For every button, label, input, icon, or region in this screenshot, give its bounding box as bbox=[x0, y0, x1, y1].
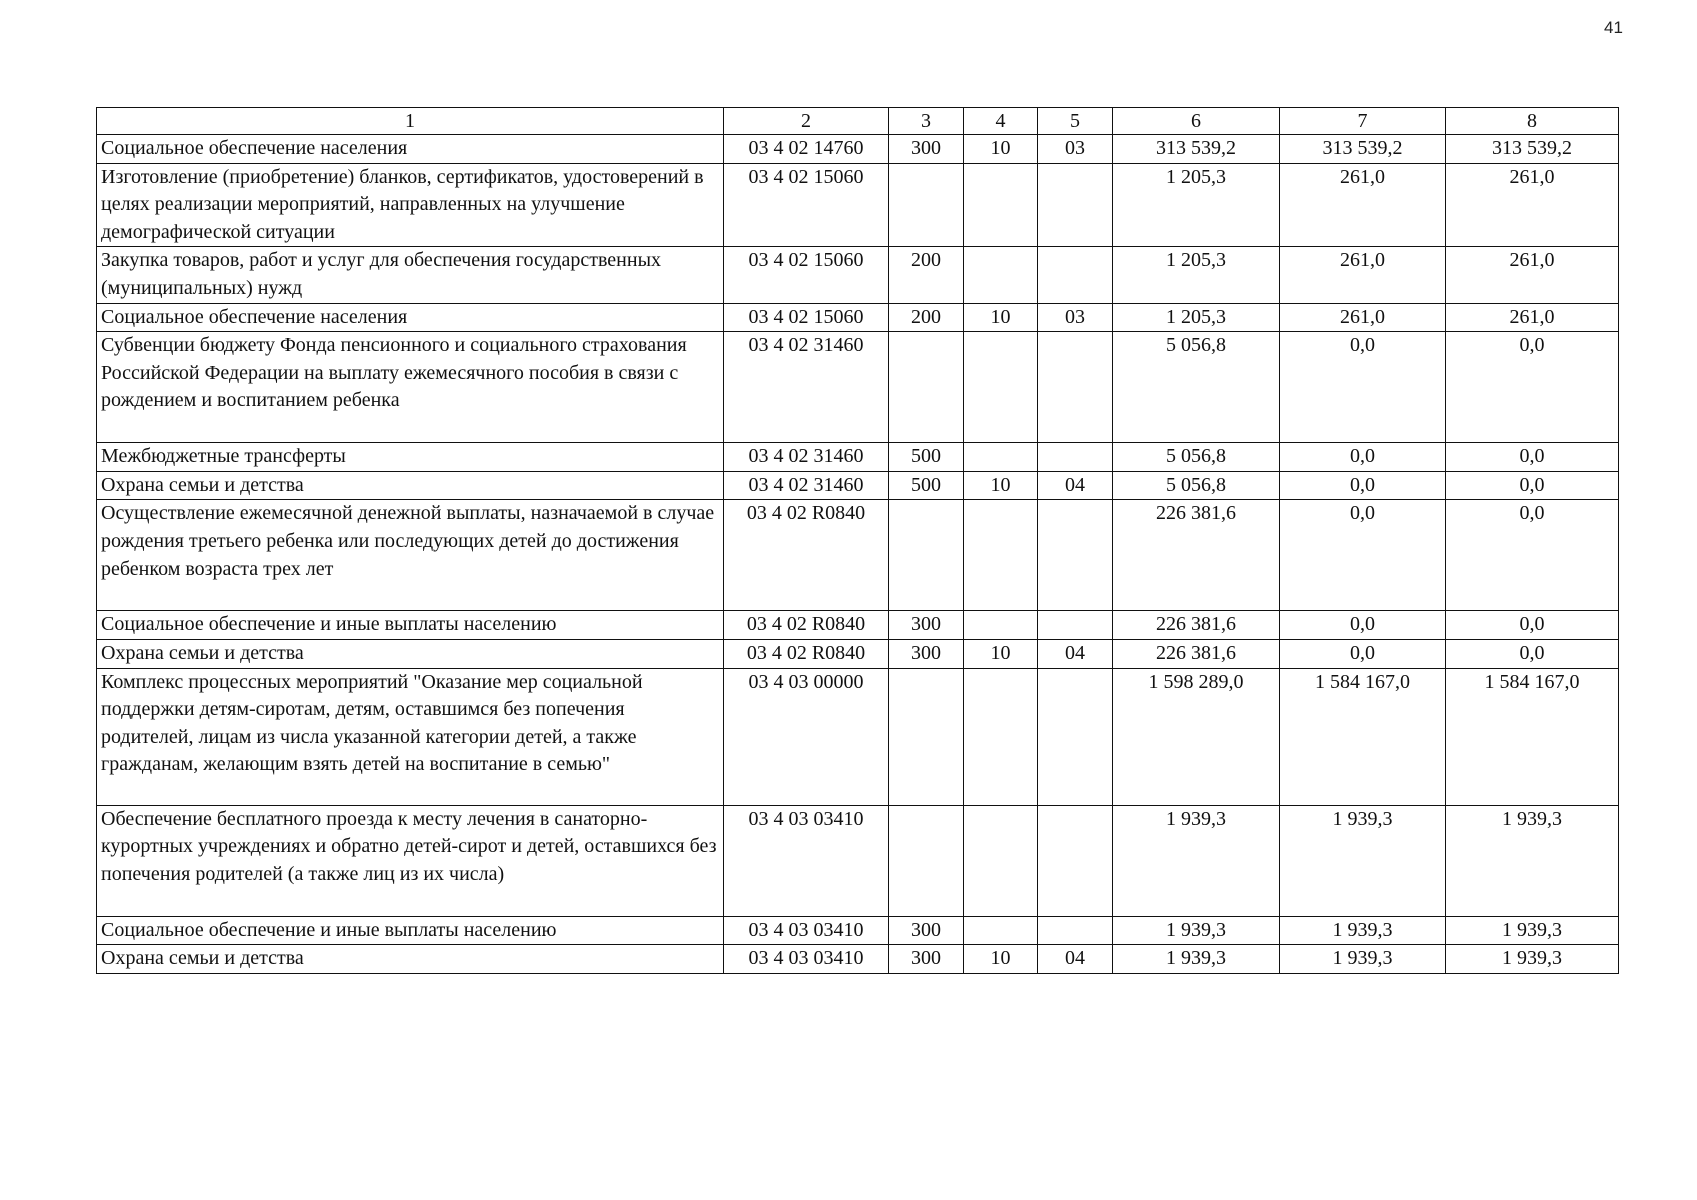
table-row bbox=[97, 916, 1619, 945]
item-name: Изготовление (приобретение) бланков, сертификатов, удостоверений в целях реализации мероприятий, направленных на улучшение демографической ситуации bbox=[97, 163, 724, 247]
amount-col-8: 0,0 bbox=[1446, 332, 1619, 443]
subsection-code bbox=[1038, 805, 1113, 916]
table-row bbox=[97, 500, 1619, 611]
expense-type-code bbox=[889, 500, 964, 611]
amount-col-7: 0,0 bbox=[1280, 471, 1446, 500]
amount-col-6: 226 381,6 bbox=[1113, 500, 1280, 611]
table-row bbox=[97, 135, 1619, 164]
table-row bbox=[97, 163, 1619, 247]
expense-type-code: 500 bbox=[889, 443, 964, 472]
item-name: Охрана семьи и детства bbox=[97, 639, 724, 668]
expense-type-code: 500 bbox=[889, 471, 964, 500]
item-name: Социальное обеспечение и иные выплаты населению bbox=[97, 611, 724, 640]
amount-col-7: 261,0 bbox=[1280, 163, 1446, 247]
amount-col-8: 1 939,3 bbox=[1446, 805, 1619, 916]
amount-col-6: 1 598 289,0 bbox=[1113, 668, 1280, 805]
target-article-code: 03 4 02 R0840 bbox=[724, 639, 889, 668]
target-article-code: 03 4 02 15060 bbox=[724, 163, 889, 247]
column-header: 8 bbox=[1446, 108, 1619, 135]
amount-col-6: 5 056,8 bbox=[1113, 471, 1280, 500]
column-header: 1 bbox=[97, 108, 724, 135]
amount-col-8: 0,0 bbox=[1446, 500, 1619, 611]
amount-col-6: 1 205,3 bbox=[1113, 247, 1280, 303]
section-code bbox=[964, 247, 1038, 303]
expense-type-code bbox=[889, 163, 964, 247]
amount-col-7: 1 939,3 bbox=[1280, 945, 1446, 974]
target-article-code: 03 4 02 31460 bbox=[724, 471, 889, 500]
amount-col-6: 1 205,3 bbox=[1113, 163, 1280, 247]
table-row bbox=[97, 332, 1619, 443]
target-article-code: 03 4 02 15060 bbox=[724, 247, 889, 303]
column-header: 4 bbox=[964, 108, 1038, 135]
section-code bbox=[964, 500, 1038, 611]
subsection-code bbox=[1038, 247, 1113, 303]
amount-col-7: 0,0 bbox=[1280, 500, 1446, 611]
expense-type-code: 200 bbox=[889, 247, 964, 303]
item-name: Субвенции бюджету Фонда пенсионного и социального страхования Российской Федерации на выплату ежемесячного пособия в связи с рождением и воспитанием ребенка bbox=[97, 332, 724, 443]
subsection-code: 03 bbox=[1038, 135, 1113, 164]
target-article-code: 03 4 02 14760 bbox=[724, 135, 889, 164]
item-name: Осуществление ежемесячной денежной выплаты, назначаемой в случае рождения третьего ребенка или последующих детей до достижения ребенком возраста трех лет bbox=[97, 500, 724, 611]
target-article-code: 03 4 03 03410 bbox=[724, 945, 889, 974]
amount-col-7: 0,0 bbox=[1280, 639, 1446, 668]
table-row bbox=[97, 247, 1619, 303]
amount-col-6: 1 205,3 bbox=[1113, 303, 1280, 332]
item-name: Охрана семьи и детства bbox=[97, 945, 724, 974]
target-article-code: 03 4 03 03410 bbox=[724, 916, 889, 945]
header-row bbox=[97, 108, 1619, 135]
table-row bbox=[97, 945, 1619, 974]
column-header: 2 bbox=[724, 108, 889, 135]
section-code bbox=[964, 611, 1038, 640]
subsection-code bbox=[1038, 500, 1113, 611]
item-name: Охрана семьи и детства bbox=[97, 471, 724, 500]
amount-col-7: 261,0 bbox=[1280, 247, 1446, 303]
subsection-code bbox=[1038, 668, 1113, 805]
item-name: Социальное обеспечение и иные выплаты населению bbox=[97, 916, 724, 945]
expense-type-code: 300 bbox=[889, 639, 964, 668]
section-code: 10 bbox=[964, 639, 1038, 668]
section-code bbox=[964, 805, 1038, 916]
amount-col-8: 0,0 bbox=[1446, 443, 1619, 472]
subsection-code: 04 bbox=[1038, 471, 1113, 500]
item-name: Закупка товаров, работ и услуг для обеспечения государственных (муниципальных) нужд bbox=[97, 247, 724, 303]
subsection-code: 04 bbox=[1038, 639, 1113, 668]
amount-col-7: 313 539,2 bbox=[1280, 135, 1446, 164]
table-row bbox=[97, 611, 1619, 640]
table-row bbox=[97, 805, 1619, 916]
section-code: 10 bbox=[964, 471, 1038, 500]
amount-col-6: 5 056,8 bbox=[1113, 332, 1280, 443]
section-code bbox=[964, 668, 1038, 805]
amount-col-6: 313 539,2 bbox=[1113, 135, 1280, 164]
amount-col-6: 1 939,3 bbox=[1113, 916, 1280, 945]
column-header: 6 bbox=[1113, 108, 1280, 135]
target-article-code: 03 4 02 31460 bbox=[724, 332, 889, 443]
amount-col-8: 0,0 bbox=[1446, 471, 1619, 500]
amount-col-8: 313 539,2 bbox=[1446, 135, 1619, 164]
subsection-code bbox=[1038, 916, 1113, 945]
target-article-code: 03 4 02 R0840 bbox=[724, 500, 889, 611]
amount-col-7: 0,0 bbox=[1280, 332, 1446, 443]
section-code bbox=[964, 916, 1038, 945]
subsection-code bbox=[1038, 332, 1113, 443]
expense-type-code: 300 bbox=[889, 611, 964, 640]
amount-col-8: 0,0 bbox=[1446, 611, 1619, 640]
table-row bbox=[97, 471, 1619, 500]
target-article-code: 03 4 02 15060 bbox=[724, 303, 889, 332]
amount-col-6: 1 939,3 bbox=[1113, 805, 1280, 916]
amount-col-6: 5 056,8 bbox=[1113, 443, 1280, 472]
column-header: 7 bbox=[1280, 108, 1446, 135]
amount-col-8: 0,0 bbox=[1446, 639, 1619, 668]
amount-col-8: 261,0 bbox=[1446, 163, 1619, 247]
amount-col-7: 261,0 bbox=[1280, 303, 1446, 332]
amount-col-8: 1 584 167,0 bbox=[1446, 668, 1619, 805]
column-header: 5 bbox=[1038, 108, 1113, 135]
amount-col-7: 1 939,3 bbox=[1280, 805, 1446, 916]
expense-type-code bbox=[889, 668, 964, 805]
subsection-code bbox=[1038, 611, 1113, 640]
expense-type-code bbox=[889, 332, 964, 443]
amount-col-7: 1 939,3 bbox=[1280, 916, 1446, 945]
amount-col-7: 1 584 167,0 bbox=[1280, 668, 1446, 805]
expense-type-code: 300 bbox=[889, 945, 964, 974]
item-name: Комплекс процессных мероприятий "Оказание мер социальной поддержки детям-сиротам, детям, оставшимся без попечения родителей, лицам из числа указанной категории детей, а также гражданам, желающим взять детей на воспитание в семью" bbox=[97, 668, 724, 805]
amount-col-8: 1 939,3 bbox=[1446, 945, 1619, 974]
amount-col-6: 226 381,6 bbox=[1113, 639, 1280, 668]
budget-table bbox=[96, 107, 1619, 974]
item-name: Социальное обеспечение населения bbox=[97, 303, 724, 332]
amount-col-6: 1 939,3 bbox=[1113, 945, 1280, 974]
subsection-code: 04 bbox=[1038, 945, 1113, 974]
amount-col-7: 0,0 bbox=[1280, 611, 1446, 640]
expense-type-code: 300 bbox=[889, 135, 964, 164]
target-article-code: 03 4 02 R0840 bbox=[724, 611, 889, 640]
section-code bbox=[964, 163, 1038, 247]
target-article-code: 03 4 03 03410 bbox=[724, 805, 889, 916]
amount-col-8: 261,0 bbox=[1446, 247, 1619, 303]
subsection-code: 03 bbox=[1038, 303, 1113, 332]
section-code bbox=[964, 443, 1038, 472]
table-row bbox=[97, 303, 1619, 332]
section-code bbox=[964, 332, 1038, 443]
subsection-code bbox=[1038, 163, 1113, 247]
amount-col-8: 261,0 bbox=[1446, 303, 1619, 332]
amount-col-7: 0,0 bbox=[1280, 443, 1446, 472]
table-row bbox=[97, 668, 1619, 805]
expense-type-code bbox=[889, 805, 964, 916]
section-code: 10 bbox=[964, 945, 1038, 974]
subsection-code bbox=[1038, 443, 1113, 472]
amount-col-8: 1 939,3 bbox=[1446, 916, 1619, 945]
amount-col-6: 226 381,6 bbox=[1113, 611, 1280, 640]
table-row bbox=[97, 639, 1619, 668]
expense-type-code: 300 bbox=[889, 916, 964, 945]
table-row bbox=[97, 443, 1619, 472]
page-number: 41 bbox=[1604, 18, 1623, 37]
item-name: Социальное обеспечение населения bbox=[97, 135, 724, 164]
column-header: 3 bbox=[889, 108, 964, 135]
section-code: 10 bbox=[964, 303, 1038, 332]
target-article-code: 03 4 02 31460 bbox=[724, 443, 889, 472]
target-article-code: 03 4 03 00000 bbox=[724, 668, 889, 805]
section-code: 10 bbox=[964, 135, 1038, 164]
item-name: Межбюджетные трансферты bbox=[97, 443, 724, 472]
expense-type-code: 200 bbox=[889, 303, 964, 332]
item-name: Обеспечение бесплатного проезда к месту лечения в санаторно-курортных учреждениях и обратно детей-сирот и детей, оставшихся без попечения родителей (а также лиц из их числа) bbox=[97, 805, 724, 916]
